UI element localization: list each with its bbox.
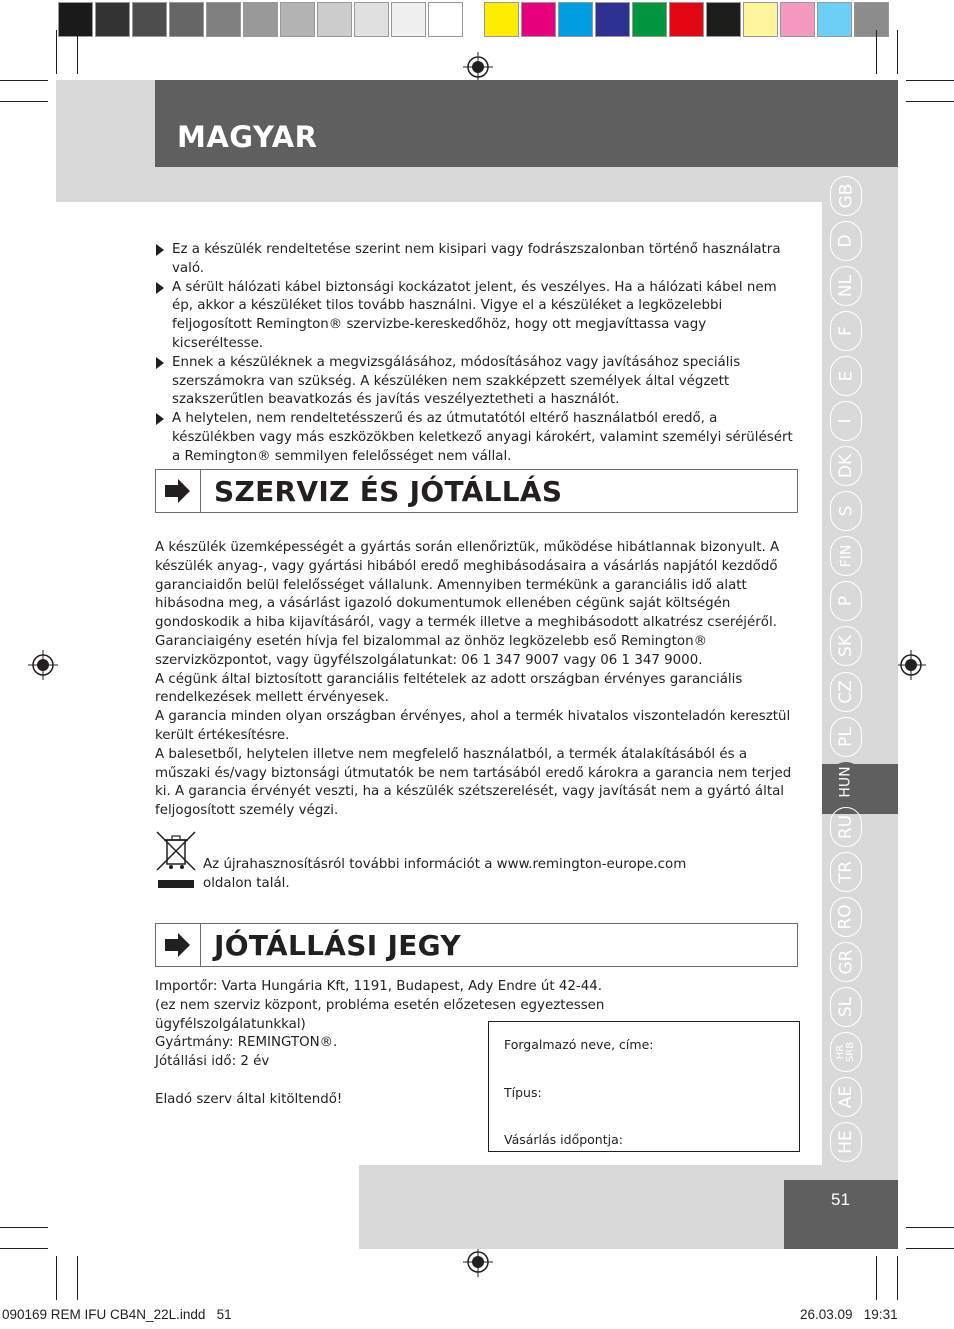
- page-number-box: [784, 1180, 898, 1249]
- language-tab-hr-srb: [830, 1032, 862, 1072]
- recycle-info-text: Az újrahasznosításról további információt a www.remington-europe.com oldalon talál.: [203, 857, 687, 891]
- bullet-item: [155, 241, 800, 279]
- language-tab-label: NL: [835, 274, 856, 298]
- language-tab-ru: [830, 807, 862, 847]
- bullet-text: A helytelen, nem rendeltetésszerű és az útmutatótól eltérő használatból eredő, a készülékben vagy más eszközökben keletkező anyagi károkért, valamint személyi sérülésért a Remington® semmilyen felelősséget nem vállal.: [172, 411, 793, 464]
- registration-mark-icon: [896, 650, 926, 680]
- bullet-text: Ez a készülék rendeltetése szerint nem kisipari vagy fodrászszalonban történő használatra való.: [172, 242, 781, 276]
- crop-mark: [77, 1256, 78, 1300]
- color-swatch: [132, 2, 167, 37]
- language-tab-f: [830, 311, 862, 351]
- color-swatch: [484, 2, 519, 37]
- crop-mark: [0, 1248, 48, 1249]
- color-swatch: [595, 2, 630, 37]
- language-tab-dk: [830, 446, 862, 486]
- crop-mark: [876, 30, 877, 74]
- color-swatch: [669, 2, 704, 37]
- language-tab-label: S: [835, 505, 856, 517]
- color-swatch: [817, 2, 852, 37]
- language-tab-label: SL: [835, 996, 856, 1017]
- color-swatch: [243, 2, 278, 37]
- bullet-text: A sérült hálózati kábel biztonsági kockázatot jelent, és veszélyes. Ha a hálózati kábel nem ép, akkor a készüléket tilos tovább használni. Vigye el a készüléket a legközelebbi feljogosított Remington® szervizbe-kereskedőhöz, hogy ott megjavíttassa vagy kicseréltesse.: [172, 279, 777, 351]
- language-tab-he: [830, 1122, 862, 1162]
- bullet-triangle-icon: [156, 357, 164, 369]
- page-title: MAGYAR: [177, 120, 318, 154]
- safety-bullet-list: [155, 241, 800, 467]
- bullet-item: [155, 354, 800, 410]
- color-swatch: [354, 2, 389, 37]
- registration-mark-icon: [28, 650, 58, 680]
- language-tab-s: [830, 491, 862, 531]
- language-tab-sl: [830, 987, 862, 1027]
- purchase-date-label: Vásárlás időpontja:: [504, 1132, 623, 1147]
- crop-mark: [906, 80, 954, 81]
- language-tab-label: RO: [835, 904, 856, 930]
- language-tab-label: E: [836, 370, 856, 382]
- color-swatch: [317, 2, 352, 37]
- language-tab-pl: [830, 717, 862, 757]
- crop-mark: [906, 1227, 954, 1228]
- grey-swatch-row: [58, 2, 465, 38]
- title-bar: [155, 80, 898, 167]
- language-tab-p: [830, 581, 862, 621]
- bullet-triangle-icon: [156, 413, 164, 425]
- language-tab-d: [830, 221, 862, 261]
- section-header-service: [155, 469, 798, 513]
- language-tab-label: TR: [835, 860, 856, 883]
- crop-mark: [876, 1256, 877, 1300]
- color-swatch-row: [484, 2, 891, 38]
- language-tab-label: PL: [835, 726, 856, 747]
- color-swatch: [428, 2, 463, 37]
- recycle-bin-icon: [155, 830, 197, 892]
- language-tab-label: I: [835, 418, 856, 424]
- language-tab-label: GB: [836, 183, 856, 209]
- crop-mark: [0, 1227, 48, 1228]
- language-tab-label: CZ: [836, 679, 856, 704]
- page-number: 51: [831, 1190, 850, 1209]
- language-tab-label: F: [836, 326, 856, 337]
- arrow-icon: [156, 924, 201, 966]
- color-swatch: [206, 2, 241, 37]
- language-tab-gr: [830, 942, 862, 982]
- color-swatch: [632, 2, 667, 37]
- crop-mark: [0, 80, 48, 81]
- color-swatch: [558, 2, 593, 37]
- language-tab-label: AE: [836, 1085, 856, 1109]
- warranty-form: [488, 1021, 800, 1152]
- language-tab-hun: [830, 762, 862, 802]
- language-tab-sk: [830, 626, 862, 666]
- seller-label: Forgalmazó neve, címe:: [504, 1037, 654, 1052]
- language-tab-label: HR SRB: [835, 1041, 856, 1062]
- color-swatch: [391, 2, 426, 37]
- language-tab-label: FIN: [838, 545, 854, 568]
- crop-mark: [56, 1256, 57, 1300]
- color-swatch: [521, 2, 556, 37]
- crop-mark: [56, 30, 57, 74]
- section-header-warranty-card: [155, 923, 798, 967]
- language-tab-label: GR: [836, 949, 856, 975]
- bullet-item: [155, 279, 800, 354]
- crop-mark: [906, 1248, 954, 1249]
- language-tab-tr: [830, 852, 862, 892]
- color-swatch: [854, 2, 889, 37]
- language-tab-label: HUN: [838, 765, 854, 798]
- language-tab-ae: [830, 1077, 862, 1117]
- language-tab-ro: [830, 897, 862, 937]
- language-tab-label: HE: [836, 1130, 856, 1154]
- arrow-icon: [156, 470, 201, 512]
- section-heading: JÓTÁLLÁSI JEGY: [214, 929, 461, 962]
- language-tab-label: DK: [836, 454, 856, 479]
- language-tab-gb: [830, 176, 862, 216]
- registration-mark-icon: [463, 1247, 493, 1277]
- color-swatch: [706, 2, 741, 37]
- language-tab-i: [830, 401, 862, 441]
- language-tab-nl: [830, 266, 862, 306]
- bullet-triangle-icon: [156, 282, 164, 294]
- bullet-item: [155, 410, 800, 466]
- footer-file-info: 090169 REM IFU CB4N_22L.indd 51: [2, 1307, 232, 1322]
- warranty-paragraph: A készülék üzemképességét a gyártás során ellenőriztük, működése hibátlannak bizonyult. A készülék anyag-, vagy gyártási hibából eredő meghibásodásaira a vásárlás napjától kezdődő garanciaidőn belül felelősséget vállalunk. Amennyiben termékünk a garanciális idő alatt hibásodna meg, a vásárlást igazoló dokumentumok ellenében cégünk saját költségén gondoskodik a hiba kijavításáról, vagy a termék illetve a meghibásodott alkatrész cseréjéről. Garanciaigény esetén hívja fel bizalommal az önhöz legközelebb eső Remington® szervizközpontot, vagy ügyfélszolgálatunkat: 06 1 347 9007 vagy 06 1 347 9000. A cégünk által biztosított garanciális feltételek az adott országban érvényes garanciális rendelkezések mellett érvényesek. A garancia minden olyan országban érvényes, ahol a termék hivatalos viszonteladón keresztül került értékesítésre. A balesetből, helytelen illetve nem megfelelő használatból, a termék átalakításából és a műszaki és/vagy biztonsági útmutatók be nem tartásából eredő károkra a garancia nem terjed ki. A garancia érvényét veszti, ha a készülék szétszerelését, vagy javítását nem a gyártó által feljogosított személy végzi.: [155, 540, 792, 819]
- bullet-text: Ennek a készüléknek a megvizsgálásához, módosításához vagy javításához speciális szerszámokra van szükség. A készüléken nem szakképzett személyek által végzett szakszerűtlen beavatkozás és javítás veszélyeztetheti a használót.: [172, 354, 741, 408]
- language-tab-label: RU: [835, 814, 856, 839]
- crop-mark: [897, 1256, 898, 1300]
- language-tab-label: D: [836, 234, 856, 248]
- color-swatch: [169, 2, 204, 37]
- registration-mark-icon: [463, 52, 493, 82]
- bullet-triangle-icon: [156, 244, 164, 256]
- footer-date-info: 26.03.09 19:31: [800, 1307, 898, 1322]
- language-tab-label: SK: [835, 635, 856, 658]
- color-swatch: [58, 2, 93, 37]
- language-tab-e: [830, 356, 862, 396]
- color-swatch: [95, 2, 130, 37]
- crop-mark: [897, 30, 898, 74]
- crop-mark: [906, 101, 954, 102]
- importer-info: Importőr: Varta Hungária Kft, 1191, Budapest, Ady Endre út 42-44. (ez nem szerviz központ, probléma esetén előzetesen egyeztessen ügyfélszolgálatunkkal) Gyártmány: REMINGTON®. Jótállási idő: 2 év Eladó szerv által kitöltendő!: [155, 979, 605, 1107]
- type-label: Típus:: [504, 1085, 542, 1100]
- language-tab-label: P: [835, 596, 856, 607]
- color-swatch: [280, 2, 315, 37]
- language-tab-fin: [830, 536, 862, 576]
- crop-mark: [77, 30, 78, 74]
- crop-mark: [0, 101, 48, 102]
- section-heading: SZERVIZ ÉS JÓTÁLLÁS: [214, 475, 563, 508]
- color-swatch: [780, 2, 815, 37]
- color-swatch: [743, 2, 778, 37]
- language-tab-cz: [830, 672, 862, 712]
